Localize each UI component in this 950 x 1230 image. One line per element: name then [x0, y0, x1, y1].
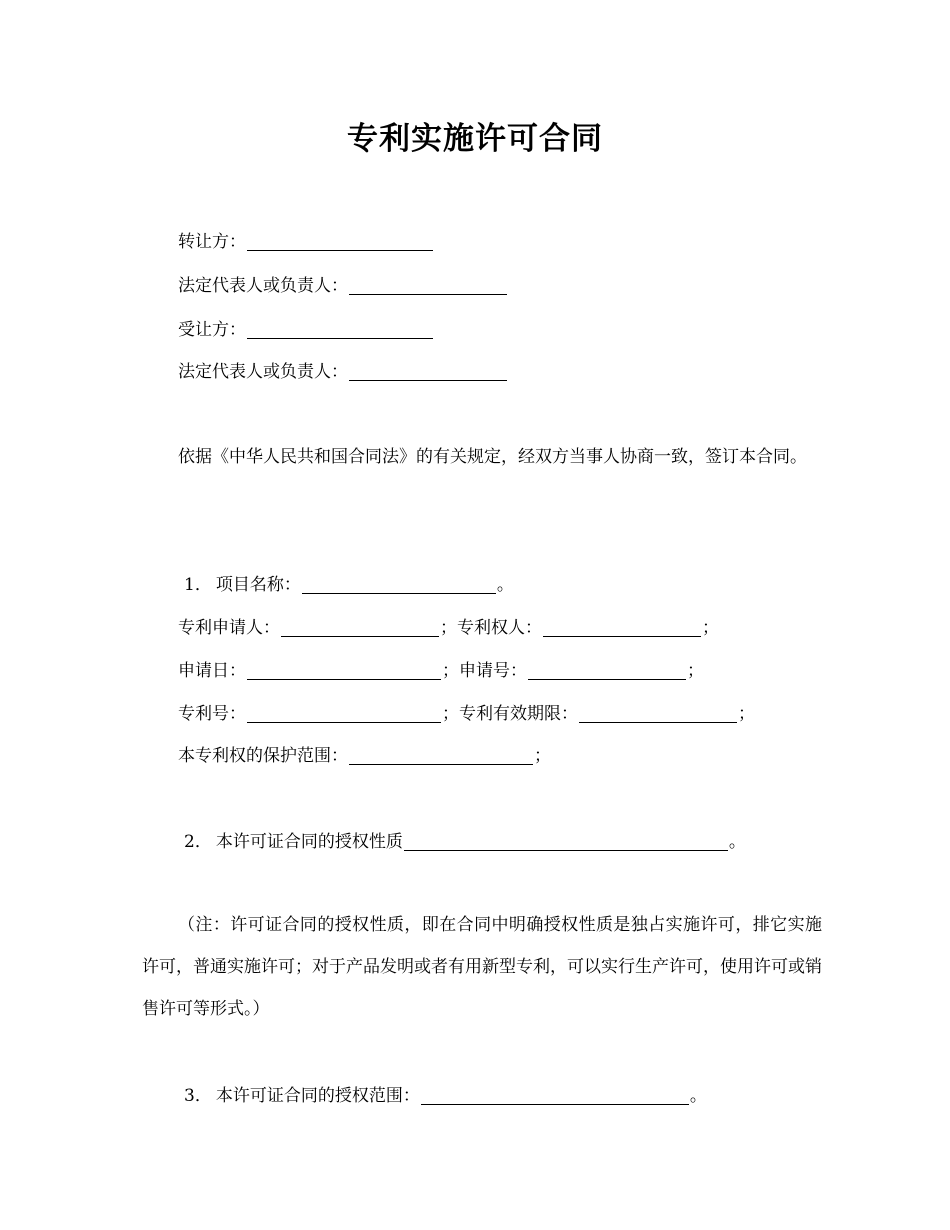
transferor-label: 转让方：: [178, 232, 246, 252]
section1-number: 1．: [184, 575, 212, 595]
holder-end: ；: [702, 618, 719, 638]
item-name-end: 。: [496, 575, 514, 595]
filing-date-blank[interactable]: [247, 663, 441, 680]
transferee-rep-blank[interactable]: [349, 364, 507, 381]
application-no-blank[interactable]: [528, 663, 686, 680]
section3-line: [184, 1084, 707, 1108]
transferor-line: [178, 230, 434, 254]
validity-label: ；专利有效期限：: [442, 704, 578, 724]
section2-end: 。: [728, 832, 746, 852]
item-name-blank[interactable]: [302, 577, 496, 594]
transferee-rep-label: 法定代表人或负责人：: [178, 362, 348, 382]
section2-line: [184, 830, 746, 854]
applicant-line: [178, 616, 719, 640]
section2-note: （注：许可证合同的授权性质，即在合同中明确授权性质是独占实施许可，排它实施许可，普通实施许可；对于产品发明或者有用新型专利，可以实行生产许可，使用许可或销售许可等形式。）: [142, 915, 822, 1019]
transferee-label: 受让方：: [178, 320, 246, 340]
section2-number: 2．: [184, 832, 212, 852]
filing-line: [178, 659, 704, 683]
transferor-rep-line: [178, 274, 508, 298]
validity-blank[interactable]: [579, 706, 737, 723]
patent-no-label: 专利号：: [178, 704, 246, 724]
holder-label: ；专利权人：: [440, 618, 542, 638]
scope-blank[interactable]: [349, 748, 533, 765]
item-name-label: 项目名称：: [215, 575, 301, 595]
scope-end: ；: [534, 746, 551, 766]
section3-number: 3．: [184, 1086, 212, 1106]
section3-blank[interactable]: [421, 1088, 689, 1105]
application-no-end: ；: [687, 661, 704, 681]
application-no-label: ；申请号：: [442, 661, 527, 681]
scope-label: 本专利权的保护范围：: [178, 746, 348, 766]
transferee-line: [178, 318, 434, 342]
transferee-blank[interactable]: [247, 322, 433, 339]
applicant-blank[interactable]: [281, 620, 439, 637]
section1-item-line: [184, 573, 514, 597]
filing-date-label: 申请日：: [178, 661, 246, 681]
holder-blank[interactable]: [543, 620, 701, 637]
transferor-blank[interactable]: [247, 234, 433, 251]
validity-end: ；: [738, 704, 755, 724]
scope-line: [178, 744, 551, 768]
document-title: 专利实施许可合同: [347, 121, 603, 157]
applicant-label: 专利申请人：: [178, 618, 280, 638]
transferor-rep-label: 法定代表人或负责人：: [178, 276, 348, 296]
section3-end: 。: [689, 1086, 707, 1106]
preamble-paragraph: 依据《中华人民共和国合同法》的有关规定，经双方当事人协商一致，签订本合同。: [178, 447, 807, 467]
section2-label: 本许可证合同的授权性质: [215, 832, 403, 852]
transferee-rep-line: [178, 360, 508, 384]
transferor-rep-blank[interactable]: [349, 278, 507, 295]
patent-no-blank[interactable]: [247, 706, 441, 723]
section3-label: 本许可证合同的授权范围：: [215, 1086, 420, 1106]
patent-no-line: [178, 702, 755, 726]
section2-blank[interactable]: [404, 834, 728, 851]
